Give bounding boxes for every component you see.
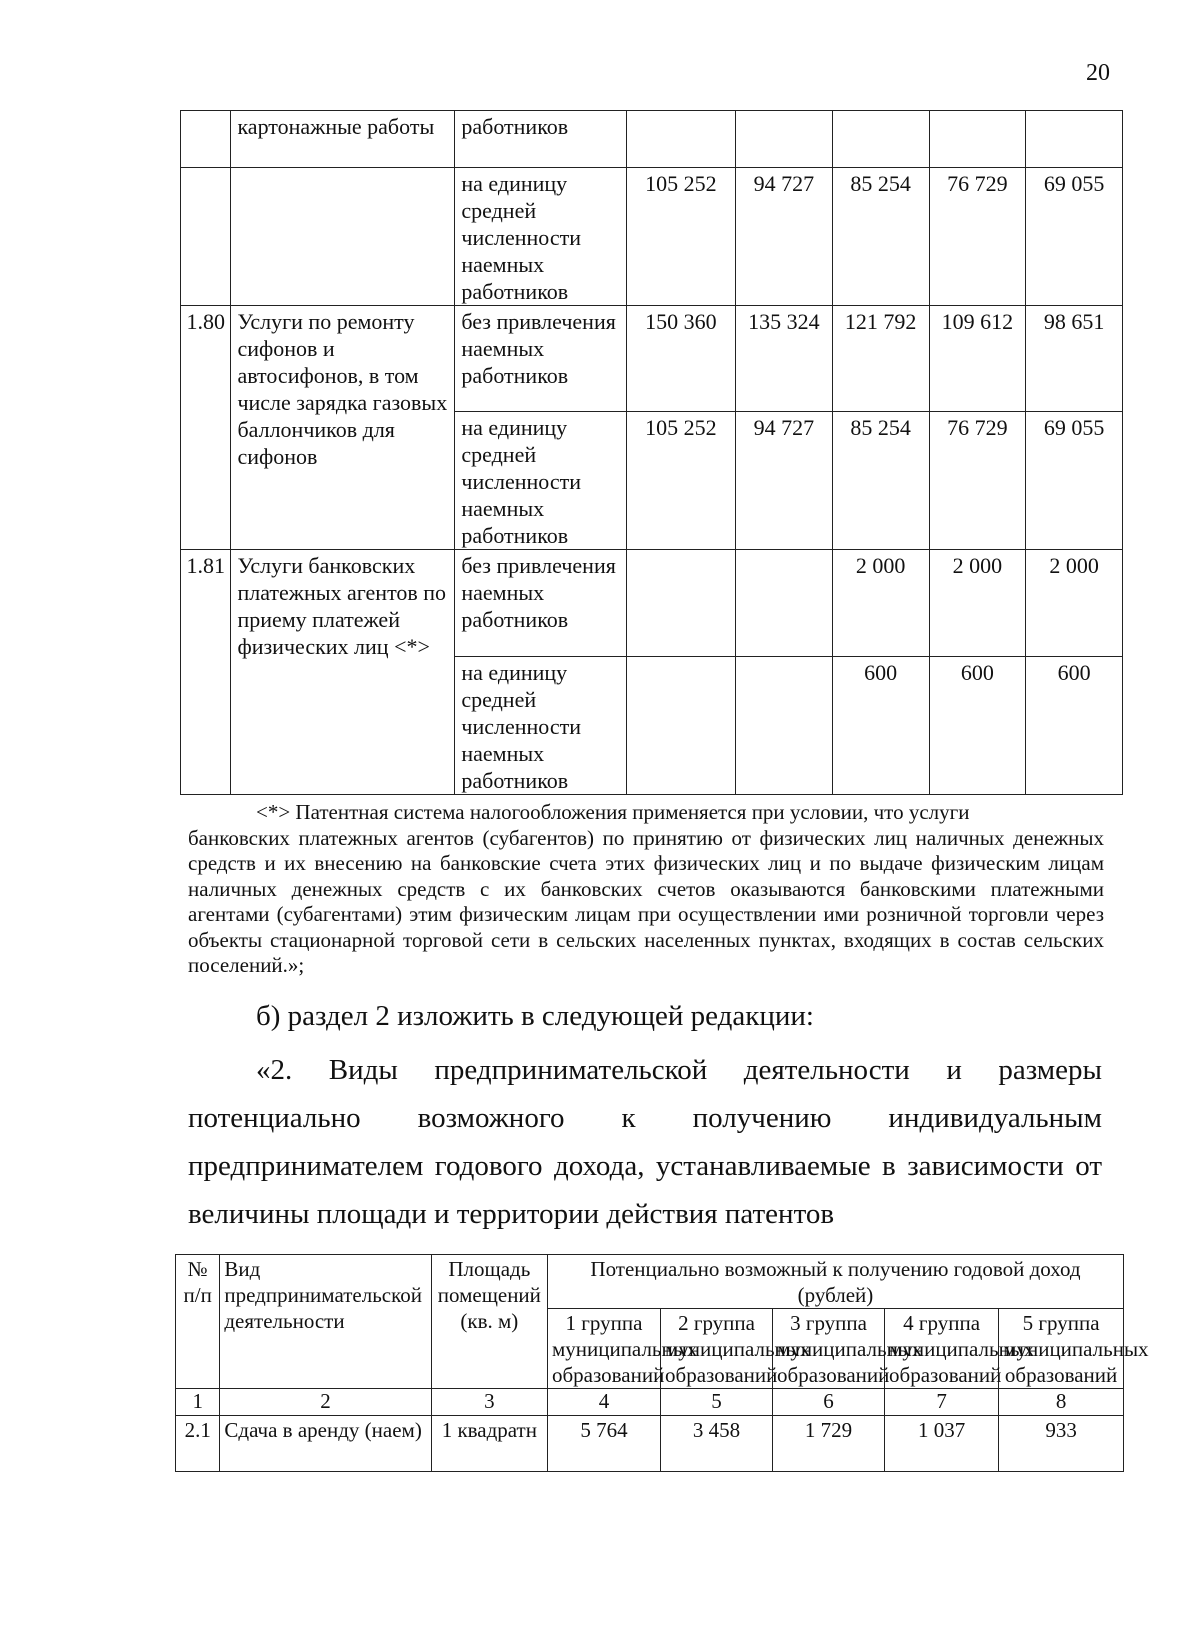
footnote-first-line: <*> Патентная система налогообложения применяется при условии, что услуги — [256, 800, 970, 824]
basis-label: на единицу средней численности наемных работников — [455, 657, 626, 795]
value-group-3: 121 792 — [832, 306, 929, 412]
basis-label: без привлечения наемных работников — [455, 306, 626, 412]
column-number: 7 — [885, 1389, 999, 1416]
value-group-2 — [736, 657, 833, 795]
value-group-1: 150 360 — [626, 306, 735, 412]
value-group-2: 3 458 — [661, 1416, 773, 1472]
value-group-4: 76 729 — [929, 168, 1026, 306]
column-number: 5 — [661, 1389, 773, 1416]
column-number: 1 — [176, 1389, 220, 1416]
value-group-2 — [736, 550, 833, 657]
value-group-5: 69 055 — [1026, 412, 1123, 550]
value-group-5: 600 — [1026, 657, 1123, 795]
column-number: 8 — [999, 1389, 1124, 1416]
header-group-5: 5 группа муниципальных образований — [999, 1309, 1124, 1389]
value-group-3: 600 — [832, 657, 929, 795]
value-group-2: 135 324 — [736, 306, 833, 412]
basis-label: без привлечения наемных работников — [455, 550, 626, 657]
table-row — [176, 1416, 1124, 1472]
header-group-1: 1 группа муниципальных образований — [547, 1309, 660, 1389]
value-group-1 — [626, 657, 735, 795]
footnote — [188, 800, 1104, 979]
value-group-4: 2 000 — [929, 550, 1026, 657]
value-group-1: 105 252 — [626, 412, 735, 550]
section-title-text: «2. Виды предпринимательской деятельности и размеры потенциально возможного к получению индивидуальным предпринимателем годового дохода, устанавливаемые в зависимости от величины площади и территории действия патентов — [188, 1054, 1102, 1230]
page-number: 20 — [1086, 60, 1110, 86]
table-header-row — [176, 1255, 1124, 1309]
header-income: Потенциально возможный к получению годовой доход (рублей) — [547, 1255, 1123, 1309]
activity-name: картонажные работы — [231, 111, 455, 168]
value-group-5: 933 — [999, 1416, 1124, 1472]
tariff-table-section-1 — [180, 110, 1123, 795]
value-group-5: 2 000 — [1026, 550, 1123, 657]
column-number: 3 — [431, 1389, 547, 1416]
tariff-table-section-2 — [175, 1254, 1149, 1472]
column-number: 4 — [547, 1389, 660, 1416]
value-group-3: 1 729 — [773, 1416, 885, 1472]
basis-label: на единицу средней численности наемных работников — [455, 168, 626, 306]
value-group-3: 85 254 — [832, 412, 929, 550]
section-title — [188, 1046, 1102, 1238]
row-number: 1.81 — [181, 550, 231, 795]
value-group-3: 85 254 — [832, 168, 929, 306]
header-group-2: 2 группа муниципальных образований — [661, 1309, 773, 1389]
column-number: 6 — [773, 1389, 885, 1416]
basis-label: работников — [455, 111, 626, 168]
table-row — [181, 168, 1123, 306]
value-group-5: 98 651 — [1026, 306, 1123, 412]
subheading: б) раздел 2 изложить в следующей редакции: — [256, 1000, 814, 1032]
table-row — [181, 111, 1123, 168]
value-group-2: 94 727 — [736, 168, 833, 306]
value-group-4: 76 729 — [929, 412, 1026, 550]
area-value: 1 квадратн — [431, 1416, 547, 1472]
value-group-1: 105 252 — [626, 168, 735, 306]
activity-name: Услуги по ремонту сифонов и автосифонов, в том числе зарядка газовых баллончиков для сифонов — [231, 306, 455, 550]
table-row — [181, 550, 1123, 657]
header-group-3: 3 группа муниципальных образований — [773, 1309, 885, 1389]
value-group-3: 2 000 — [832, 550, 929, 657]
header-area: Площадь помещений (кв. м) — [431, 1255, 547, 1389]
basis-label: на единицу средней численности наемных работников — [455, 412, 626, 550]
row-number: 1.80 — [181, 306, 231, 550]
value-group-5: 69 055 — [1026, 168, 1123, 306]
value-group-1 — [626, 550, 735, 657]
value-group-4: 600 — [929, 657, 1026, 795]
value-group-2: 94 727 — [736, 412, 833, 550]
activity-name: Услуги банковских платежных агентов по приему платежей физических лиц <*> — [231, 550, 455, 795]
column-number: 2 — [220, 1389, 431, 1416]
activity-name: Сдача в аренду (наем) — [220, 1416, 431, 1472]
column-numbers-row — [176, 1389, 1124, 1416]
footnote-text: банковских платежных агентов (субагентов) по принятию от физических лиц наличных денежных средств и их внесению на банковские счета этих физических лиц и по выдаче физическим лицам наличных денежных средств с их банковских счетов оказываются банковскими платежными агентами (субагентами) этим физическим лицам при осуществлении ими розничной торговли через объекты стационарной торговой сети в сельских населенных пунктах, входящих в состав сельских поселений.»; — [188, 825, 1104, 977]
header-activity: Вид предпринимательской деятельности — [220, 1255, 431, 1389]
value-group-4: 1 037 — [885, 1416, 999, 1472]
header-group-4: 4 группа муниципальных образований — [885, 1309, 999, 1389]
row-number: 2.1 — [176, 1416, 220, 1472]
table-row — [181, 306, 1123, 412]
value-group-1: 5 764 — [547, 1416, 660, 1472]
value-group-4: 109 612 — [929, 306, 1026, 412]
header-num: № п/п — [176, 1255, 220, 1389]
